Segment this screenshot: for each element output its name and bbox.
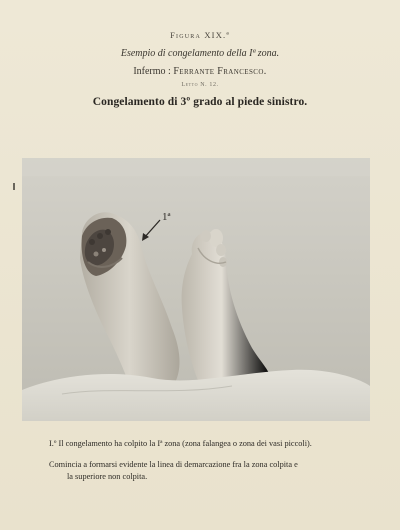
patient-prefix: Infermo : — [133, 66, 171, 77]
caption-line-2: Comincia a formarsi evidente la linea di demarcazione fra la zona colpita e — [49, 460, 298, 470]
bed-number: Letto N. 12. — [181, 82, 219, 88]
figure-caption — [49, 438, 369, 483]
figure-subtitle: Esempio di congelamento della Iª zona. — [120, 48, 280, 59]
patient-line — [0, 66, 400, 77]
feet-photo-illustration — [22, 158, 370, 421]
margin-mark — [13, 183, 15, 190]
caption-line-1: I.º Il congelamento ha colpito la Iª zona (zona falangea o zona dei vasi piccoli). — [49, 439, 312, 448]
clinical-photograph — [22, 158, 370, 421]
caption-line-3: la superiore non colpita. — [67, 472, 148, 482]
patient-name: Ferrante Francesco. — [173, 66, 267, 77]
figure-header — [0, 30, 400, 108]
figure-heading: Congelamento di 3º grado al piede sinistro. — [92, 96, 308, 108]
annotation-label: 1ª — [162, 211, 171, 223]
figure-label: Figura XIX.ª — [170, 30, 230, 40]
